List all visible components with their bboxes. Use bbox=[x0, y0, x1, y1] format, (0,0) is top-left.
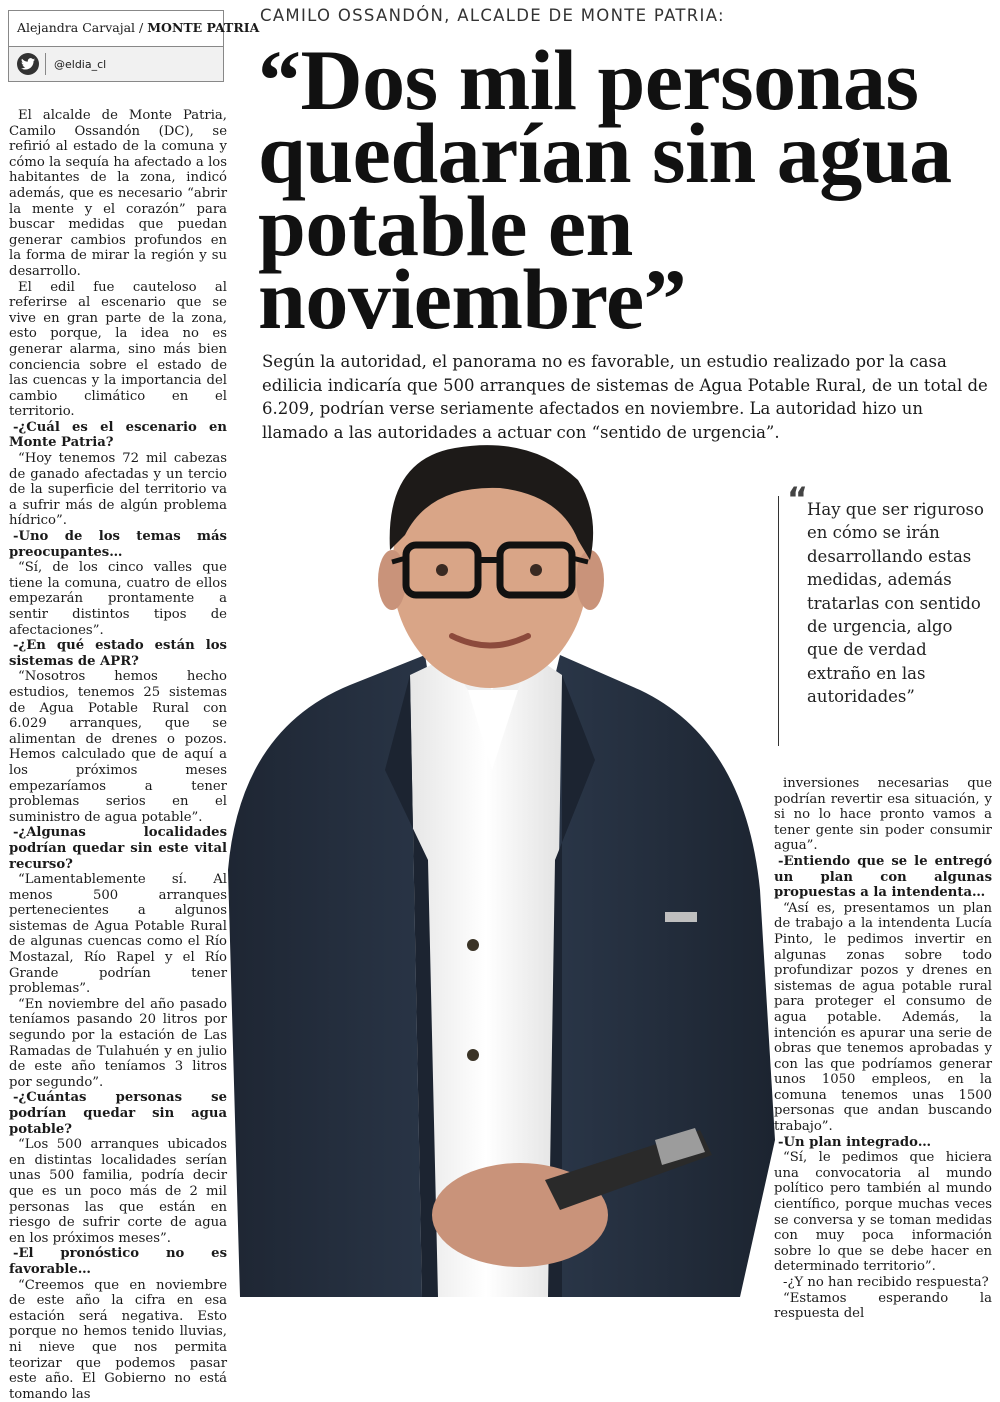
byline-social bbox=[9, 47, 223, 81]
author-city: MONTE PATRIA bbox=[147, 20, 260, 35]
author-name: Alejandra Carvajal / bbox=[17, 20, 144, 35]
twitter-handle: @eldia_cl bbox=[54, 57, 107, 71]
left-column bbox=[9, 108, 227, 1402]
interview-question: -¿En qué estado están los sistemas de APR? bbox=[9, 638, 227, 669]
interview-question: -¿Cuántas personas se podrían quedar sin agua potable? bbox=[9, 1090, 227, 1137]
interview-question: -Un plan integrado… bbox=[778, 1134, 932, 1150]
twitter-icon bbox=[17, 53, 39, 75]
headline: “Dos mil personas quedarían sin agua potable en noviembre” bbox=[258, 32, 952, 347]
interview-question: -Entiendo que se le entregó un plan con algunas propuestas a la intendenta… bbox=[774, 853, 992, 901]
interview-question: -¿Algunas localidades podrían quedar sin este vital recurso? bbox=[9, 825, 227, 872]
byline-box bbox=[8, 10, 260, 82]
body-paragraph: “Los 500 arranques ubicados en distintas localidades serían unas 500 familia, podría decir que es un poco más de 2 mil personas las que están en riesgo de sufrir corte de agua en los próximos meses”. bbox=[9, 1137, 227, 1246]
interview-question: -¿Cuál es el escenario en Monte Patria? bbox=[9, 419, 227, 451]
kicker: CAMILO OSSANDÓN, ALCALDE DE MONTE PATRIA: bbox=[260, 6, 725, 25]
body-paragraph: “Estamos esperando la respuesta del bbox=[774, 1290, 992, 1322]
interview-question: -Uno de los temas más preocupantes… bbox=[9, 529, 227, 560]
body-paragraph: “Sí, de los cinco valles que tiene la comuna, cuatro de ellos empezarán prontamente a sentir distintos tipos de afectaciones”. bbox=[9, 560, 227, 638]
body-paragraph: inversiones necesarias que podrían revertir esa situación, y si no lo hace pronto vamos a tener gente sin poder consumir agua”. bbox=[774, 776, 992, 854]
body-paragraph: “Nosotros hemos hecho estudios, tenemos 25 sistemas de Agua Potable Rural con 6.029 arranques, que se alimentan de drenes o pozos. Hemos calculado que de aquí a los próximos meses empezaríamos a tener problemas serios en el suministro de agua potable”. bbox=[9, 669, 227, 825]
body-paragraph: “En noviembre del año pasado teníamos pasando 20 litros por segundo por la estación de Las Ramadas de Tulahuén y en julio de este año teníamos 3 litros por segundo”. bbox=[9, 996, 227, 1090]
body-paragraph: -¿Y no han recibido respuesta? bbox=[783, 1275, 989, 1290]
body-paragraph: El alcalde de Monte Patria, Camilo Ossandón (DC), se refirió al estado de la comuna y cómo la sequía ha afectado a los habitantes de la zona, indicó además, que es necesario “abrir la mente y el corazón” para buscar medidas que puedan generar cambios profundos en la forma de mirar la región y su desarrollo. bbox=[9, 108, 227, 279]
byline-author bbox=[9, 11, 260, 47]
portrait-photo bbox=[200, 440, 780, 1297]
body-paragraph: El edil fue cauteloso al referirse al escenario que se vive en gran parte de la zona, esto porque, la idea no es generar alarma, sino más bien conciencia sobre el estado de las cuencas y la importancia del cambio climático en el territorio. bbox=[9, 279, 227, 420]
lede: Según la autoridad, el panorama no es favorable, un estudio realizado por la casa edilicia indicaría que 500 arranques de sistemas de Agua Potable Rural, de un total de 6.209, podrían verse seriamente afectados en noviembre. La autoridad hizo un llamado a las autoridades a actuar con “sentido de urgencia”. bbox=[262, 352, 988, 442]
interview-question: -El pronóstico no es favorable… bbox=[9, 1246, 227, 1277]
quote-mark-icon: “ bbox=[787, 480, 809, 518]
pull-quote bbox=[778, 480, 986, 746]
body-paragraph: “Sí, le pedimos que hiciera una convocatoria al mundo político pero también al mundo científico, porque muchas veces se conversa y se toman medidas con muy poca información sobre lo que se debe hacer en determinado territorio”. bbox=[774, 1150, 992, 1275]
body-paragraph: “Hoy tenemos 72 mil cabezas de ganado afectadas y un tercio de la superficie del territorio va a sufrir más de algún problema hídrico”. bbox=[9, 451, 227, 529]
body-paragraph: “Así es, presentamos un plan de trabajo a la intendenta Lucía Pinto, le pedimos invertir en algunas zonas sobre todo profundizar pozos y drenes en sistemas de agua potable rural para proteger el consumo de agua potable. Además, la intención es apurar una serie de obras que tenemos aprobadas y con las que podríamos generar unos 1050 empleos, en la comuna tenemos unas 1500 personas que andan buscando trabajo”. bbox=[774, 900, 992, 1135]
body-paragraph: “Creemos que en noviembre de este año la cifra en esa estación será negativa. Esto porque no hemos tenido lluvias, ni nieve que nos permita teorizar que podemos pasar este año. El Gobierno no está tomando las bbox=[9, 1277, 227, 1402]
divider bbox=[45, 53, 46, 75]
right-column bbox=[774, 776, 992, 1322]
pull-quote-text: Hay que ser riguroso en cómo se irán desarrollando estas medidas, además tratarlas con sentido de urgencia, algo que de verdad extraño en las autoridades” bbox=[807, 500, 984, 707]
body-paragraph: “Lamentablemente sí. Al menos 500 arranques pertenecientes a algunos sistemas de Agua Potable Rural de algunas cuencas como el Río Mostazal, Río Rapel y el Río Grande podrían tener problemas”. bbox=[9, 872, 227, 997]
